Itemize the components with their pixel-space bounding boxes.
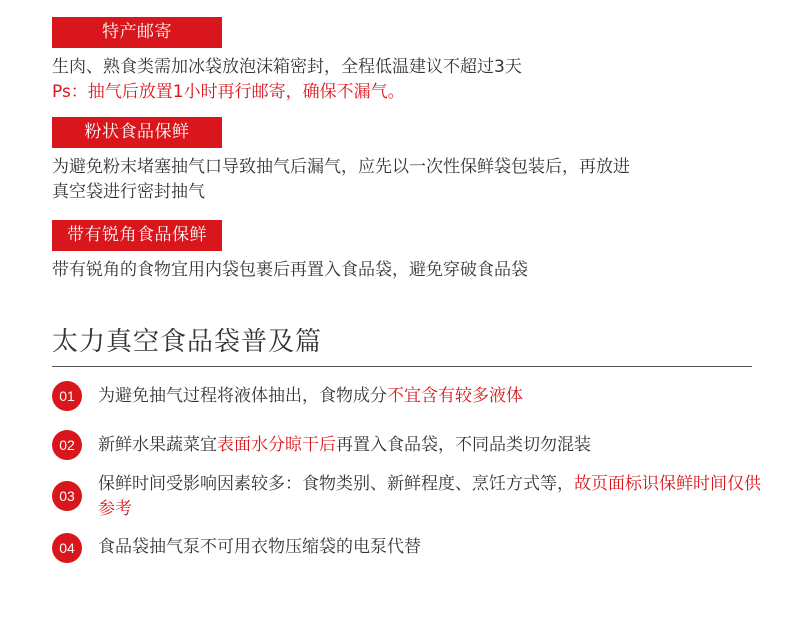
- section-tag-sharp-food: 带有锐角食品保鲜: [52, 220, 222, 251]
- tip-number-badge: 01: [52, 381, 82, 411]
- section-special-mail-text: [52, 55, 752, 105]
- tip-text: 为避免抽气过程将液体抽出，食物成分: [98, 386, 387, 406]
- sharp-food-line: 带有锐角的食物宜用内袋包裹后再置入食品袋，避免穿破食品袋: [52, 260, 528, 280]
- powder-food-line-1: 为避免粉末堵塞抽气口导致抽气后漏气，应先以一次性保鲜袋包装后，再放进: [52, 157, 630, 177]
- special-mail-ps-line: Ps：抽气后放置1小时再行邮寄，确保不漏气。: [52, 82, 405, 102]
- special-mail-line: 生肉、熟食类需加冰袋放泡沫箱密封，全程低温建议不超过3天: [52, 57, 522, 77]
- tip-number-badge: 04: [52, 533, 82, 563]
- powder-food-line-2: 真空袋进行密封抽气: [52, 182, 205, 202]
- section-powder-food-text: [52, 155, 752, 205]
- tip-item: [98, 384, 763, 409]
- tip-item: [98, 433, 763, 458]
- tip-highlight: 表面水分晾干后: [217, 435, 336, 455]
- tip-number-badge: 03: [52, 481, 82, 511]
- tip-text: 保鲜时间受影响因素较多：食物类别、新鲜程度、烹饪方式等，: [98, 474, 574, 494]
- tip-highlight: 故页面标识保鲜时间仅供参考: [98, 474, 761, 519]
- tip-item: [98, 535, 763, 560]
- tip-item: [98, 472, 763, 522]
- tip-text-tail: 再置入食品袋，不同品类切勿混装: [336, 435, 591, 455]
- section-tag-special-mail: 特产邮寄: [52, 17, 222, 48]
- tip-number-badge: 02: [52, 430, 82, 460]
- section-sharp-food-text: [52, 258, 752, 283]
- tip-highlight: 不宜含有较多液体: [387, 386, 523, 406]
- tip-text: 新鲜水果蔬菜宜: [98, 435, 217, 455]
- tip-text: 食品袋抽气泵不可用衣物压缩袋的电泵代替: [98, 537, 421, 557]
- page-heading: 太力真空食品袋普及篇: [52, 327, 323, 357]
- heading-divider: [52, 366, 752, 367]
- section-tag-powder-food: 粉状食品保鲜: [52, 117, 222, 148]
